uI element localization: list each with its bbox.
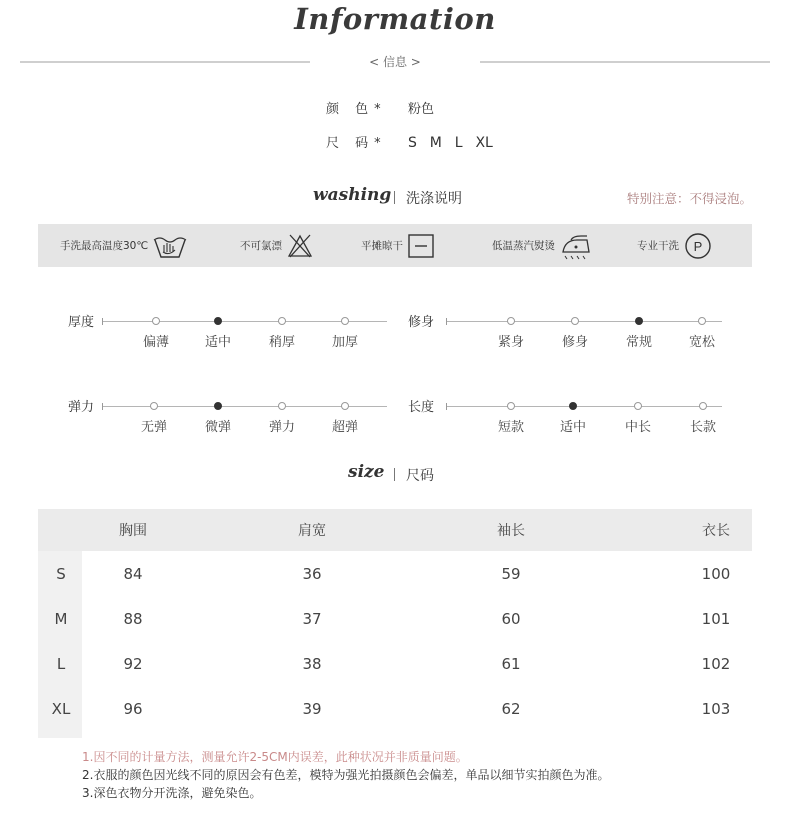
size-table-cell: 62 [501, 700, 521, 718]
attr-option-length-1: 适中 [559, 420, 586, 435]
attr-tick [446, 403, 447, 410]
attr-dot-elasticity-0 [150, 402, 158, 410]
size-label: 尺 码* [326, 136, 387, 151]
attr-option-length-0: 短款 [497, 420, 524, 435]
size-value: S M L XL [408, 135, 493, 151]
size-table-row-label: L [56, 655, 66, 673]
attr-tick [446, 318, 447, 325]
size-table-col-header: 袖长 [497, 523, 525, 539]
care-label: 不可氯漂 [240, 240, 282, 252]
attr-dot-length-1 [569, 402, 577, 410]
attr-track-length [446, 406, 722, 407]
attr-tick [102, 318, 103, 325]
low-iron-icon [559, 232, 593, 260]
care-label: 专业干洗 [637, 240, 679, 252]
attr-dot-fit-1 [571, 317, 579, 325]
washing-notice: 特别注意：不得浸泡。 [626, 191, 752, 206]
dry-clean-p-icon [683, 232, 713, 260]
washing-title: washing [313, 185, 392, 205]
attr-tick [102, 403, 103, 410]
size-table-row-label: M [54, 610, 68, 628]
size-table-cell: 38 [302, 655, 322, 673]
attr-option-elasticity-1: 微弹 [204, 420, 231, 435]
size-table-cell: 59 [501, 565, 521, 583]
attr-option-thickness-3: 加厚 [331, 335, 358, 350]
attr-dot-thickness-0 [152, 317, 160, 325]
svg-text:P: P [693, 238, 703, 254]
attr-option-elasticity-0: 无弹 [140, 420, 167, 435]
attr-dot-fit-2 [635, 317, 643, 325]
no-bleach-icon [286, 233, 314, 259]
size-table-row-label: S [56, 565, 66, 583]
attr-option-elasticity-3: 超弹 [331, 420, 358, 435]
size-table-col-header: 胸围 [119, 523, 147, 539]
size-title: size [348, 462, 385, 482]
attr-dot-fit-0 [507, 317, 515, 325]
attr-label-fit: 修身 [408, 315, 435, 330]
attr-option-fit-3: 宽松 [688, 335, 715, 350]
care-label: 低温蒸汽熨烫 [492, 240, 555, 252]
attr-dot-length-2 [634, 402, 642, 410]
attr-dot-length-3 [699, 402, 707, 410]
page-title: Information [294, 2, 496, 36]
page-subtitle: < 信息 > [369, 55, 421, 69]
size-table-cell: 84 [123, 565, 143, 583]
care-item-low-iron [492, 224, 593, 267]
attr-option-thickness-2: 稍厚 [268, 335, 295, 350]
attr-dot-fit-3 [698, 317, 706, 325]
size-table-cell: 103 [701, 700, 731, 718]
attr-option-fit-0: 紧身 [497, 335, 524, 350]
attr-dot-length-0 [507, 402, 515, 410]
color-label: 颜 色* [326, 102, 387, 117]
size-row [326, 132, 493, 152]
attr-dot-thickness-1 [214, 317, 222, 325]
dry-flat-icon [407, 233, 435, 259]
attr-label-elasticity: 弹力 [68, 400, 95, 415]
note-3: 3.深色衣物分开洗涤，避免染色。 [82, 786, 262, 800]
size-title-cn: 尺码 [406, 468, 434, 484]
washing-title-cn: 洗涤说明 [406, 191, 462, 207]
washing-separator [394, 191, 395, 204]
care-item-dry-clean [637, 224, 713, 267]
care-item-hand-wash [60, 224, 188, 267]
attr-option-length-3: 长款 [689, 420, 716, 435]
size-table-cell: 39 [302, 700, 322, 718]
size-table-cell: 101 [701, 610, 731, 628]
attr-option-thickness-0: 偏薄 [142, 335, 169, 350]
size-table-cell: 92 [123, 655, 143, 673]
size-table-col-header: 衣长 [702, 523, 730, 539]
attr-option-thickness-1: 适中 [204, 335, 231, 350]
size-separator [394, 468, 395, 481]
attr-option-fit-2: 常规 [625, 335, 652, 350]
color-value: 粉色 [408, 102, 435, 117]
care-instructions-bar [38, 224, 752, 267]
size-table-cell: 60 [501, 610, 521, 628]
size-table-cell: 36 [302, 565, 322, 583]
color-row [326, 98, 434, 118]
attr-dot-thickness-2 [278, 317, 286, 325]
size-table-col-header: 肩宽 [298, 523, 326, 539]
attr-option-fit-1: 修身 [561, 335, 588, 350]
attr-dot-elasticity-2 [278, 402, 286, 410]
attr-label-thickness: 厚度 [68, 315, 95, 330]
size-table-cell: 96 [123, 700, 143, 718]
note-1: 1.因不同的计量方法，测量允许2-5CM内误差，此种状况并非质量问题。 [82, 750, 468, 764]
size-table-cell: 100 [701, 565, 731, 583]
care-item-no-bleach [240, 224, 314, 267]
size-table-body [82, 551, 752, 738]
attr-label-length: 长度 [408, 400, 435, 415]
attr-dot-thickness-3 [341, 317, 349, 325]
attr-option-length-2: 中长 [624, 420, 651, 435]
attr-dot-elasticity-1 [214, 402, 222, 410]
care-item-dry-flat [361, 224, 435, 267]
attr-track-fit [446, 321, 722, 322]
care-label: 手洗最高温度30℃ [60, 240, 149, 252]
size-table-cell: 37 [302, 610, 322, 628]
size-table-cell: 61 [501, 655, 521, 673]
care-label: 平摊晾干 [361, 240, 403, 252]
note-2: 2.衣服的颜色因光线不同的原因会有色差，模特为强光拍摄颜色会偏差，单品以细节实拍颜色为准。 [82, 768, 610, 782]
attr-option-elasticity-2: 弹力 [268, 420, 295, 435]
attr-dot-elasticity-3 [341, 402, 349, 410]
hand-wash-30-icon [152, 232, 188, 260]
size-table-row-label: XL [51, 700, 71, 718]
size-table-cell: 88 [123, 610, 143, 628]
size-table-cell: 102 [701, 655, 731, 673]
